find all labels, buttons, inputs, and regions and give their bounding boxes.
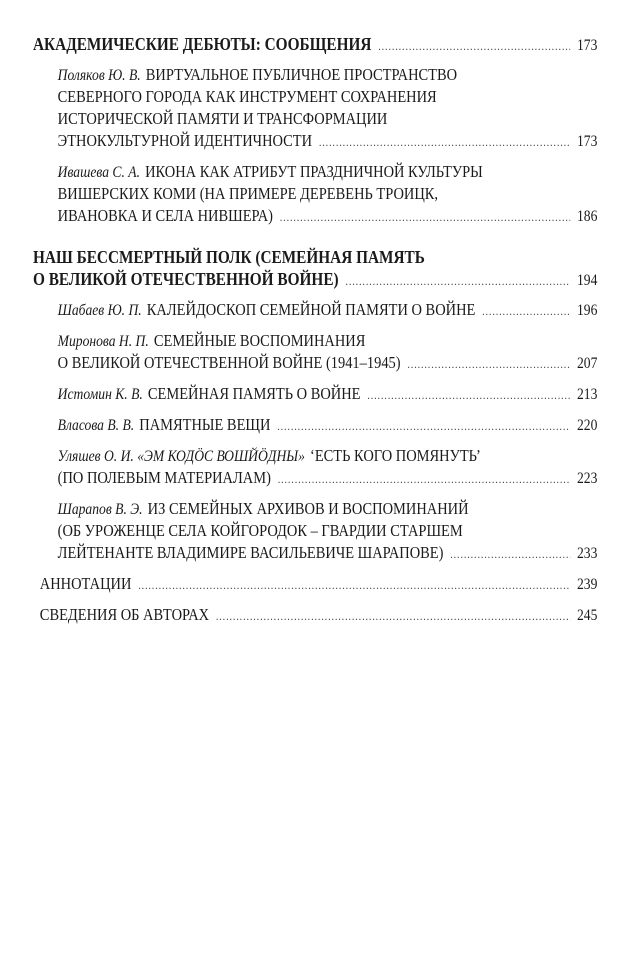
title-text: СЕМЕЙНАЯ ПАМЯТЬ О ВОЙНЕ [147,384,361,403]
author-name: Власова В. В. [57,417,135,434]
toc-line [58,205,598,227]
toc-line [33,268,597,290]
dot-leader [482,300,570,322]
title-text: О ВЕЛИКОЙ ОТЕЧЕСТВЕННОЙ ВОЙНЕ (1941–1945) [57,353,401,372]
title-text: О ВЕЛИКОЙ ОТЕЧЕСТВЕННОЙ ВОЙНЕ) [33,269,339,289]
author-name: Ивашева С. А. [57,164,140,181]
toc-line [40,573,598,595]
toc-entry [58,383,598,405]
title-text: НАШ БЕССМЕРТНЫЙ ПОЛК (СЕМЕЙНАЯ ПАМЯТЬ [33,247,425,267]
toc-line [58,383,598,405]
page-number: 173 [577,133,598,150]
dot-leader [345,270,570,292]
title-text: ЛЕЙТЕНАНТЕ ВЛАДИМИРЕ ВАСИЛЬЕВИЧЕ ШАРАПОВЕ) [57,543,444,562]
toc-line [58,183,598,205]
toc-line [33,33,597,55]
author-name: Истомин К. В. [57,386,143,403]
page-number: 239 [577,576,598,593]
page-number: 220 [577,417,598,434]
section-gap [33,227,597,246]
dot-leader [367,384,570,406]
title-text: ИКОНА КАК АТРИБУТ ПРАЗДНИЧНОЙ КУЛЬТУРЫ [145,162,483,181]
title-text: ВИРТУАЛЬНОЕ ПУБЛИЧНОЕ ПРОСТРАНСТВО [145,65,458,84]
title-text: ПАМЯТНЫЕ ВЕЩИ [139,415,271,434]
dot-leader [378,35,570,57]
toc-entry [58,414,598,436]
toc-line [58,542,598,564]
author-name: Уляшев О. И. «ЭМ КОДӦС ВОШЙӦДНЫ» [57,448,305,465]
page-number: 194 [577,272,598,289]
section-heading [33,33,597,55]
toc-line [58,467,598,489]
toc-line [58,445,598,467]
page-number: 186 [577,208,598,225]
title-text: КАЛЕЙДОСКОП СЕМЕЙНОЙ ПАМЯТИ О ВОЙНЕ [146,300,476,319]
title-text: СЕВЕРНОГО ГОРОДА КАК ИНСТРУМЕНТ СОХРАНЕНИЯ [57,87,437,106]
toc-line [58,299,598,321]
author-name: Поляков Ю. В. [57,67,141,84]
toc-line [58,130,598,152]
title-text: СВЕДЕНИЯ ОБ АВТОРАХ [39,605,210,624]
dot-leader [278,468,571,490]
title-text: АКАДЕМИЧЕСКИЕ ДЕБЮТЫ: СООБЩЕНИЯ [33,34,372,54]
page-number: 213 [577,386,598,403]
toc-entry [58,64,598,152]
toc-entry [58,161,598,227]
section-heading [33,246,597,290]
dot-leader [450,543,570,565]
toc-entry [58,299,598,321]
author-name: Шабаев Ю. П. [57,302,142,319]
table-of-contents [33,33,597,626]
page-number: 173 [577,37,598,54]
dot-leader [407,353,570,375]
annotations-entry [40,573,598,595]
toc-line [58,520,598,542]
toc-line [58,352,598,374]
toc-line [58,161,598,183]
title-text: (ПО ПОЛЕВЫМ МАТЕРИАЛАМ) [57,468,271,487]
title-text: ВИШЕРСКИХ КОМИ (НА ПРИМЕРЕ ДЕРЕВЕНЬ ТРОИЦК, [57,184,439,203]
dot-leader [319,131,570,153]
toc-line [58,414,598,436]
dot-leader [138,574,570,596]
toc-line [40,604,598,626]
toc-line [58,108,598,130]
title-text: ИСТОРИЧЕСКОЙ ПАМЯТИ И ТРАНСФОРМАЦИИ [57,109,388,128]
page-number: 196 [577,302,598,319]
dot-leader [280,206,570,228]
title-text: ИЗ СЕМЕЙНЫХ АРХИВОВ И ВОСПОМИНАНИЙ [147,499,469,518]
dot-leader [277,415,570,437]
toc-line [58,86,598,108]
page-number: 245 [577,607,598,624]
title-text: АННОТАЦИИ [39,574,132,593]
toc-line [58,498,598,520]
toc-entry [58,330,598,374]
authors-info-entry [40,604,598,626]
title-text: СЕМЕЙНЫЕ ВОСПОМИНАНИЯ [153,331,366,350]
author-name: Миронова Н. П. [57,333,149,350]
title-text: ЭТНОКУЛЬТУРНОЙ ИДЕНТИЧНОСТИ [57,131,313,150]
toc-entry [58,498,598,564]
toc-line [58,330,598,352]
author-name: Шарапов В. Э. [57,501,143,518]
page-number: 207 [577,355,598,372]
title-text: ‘ЕСТЬ КОГО ПОМЯНУТЬ’ [310,446,481,465]
toc-entry [58,445,598,489]
page-number: 223 [577,470,598,487]
dot-leader [216,605,570,627]
title-text: ИВАНОВКА И СЕЛА НИВШЕРА) [57,206,273,225]
toc-line [33,246,597,268]
page-number: 233 [577,545,598,562]
title-text: (ОБ УРОЖЕНЦЕ СЕЛА КОЙГОРОДОК – ГВАРДИИ СТАРШЕМ [57,521,463,540]
toc-line [58,64,598,86]
